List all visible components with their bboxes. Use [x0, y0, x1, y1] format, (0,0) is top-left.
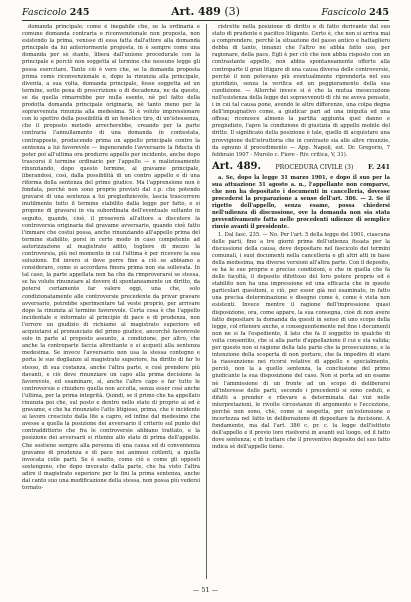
header-right-number: 245	[369, 7, 389, 18]
header-rule	[22, 20, 389, 21]
left-column	[22, 24, 200, 584]
header-center	[171, 5, 240, 18]
header-right-label: Fascicolo	[321, 7, 367, 18]
header-right	[321, 7, 389, 18]
page-number: — 51 —	[192, 586, 219, 594]
article-heading	[212, 161, 390, 173]
article-code: F. 241	[367, 162, 390, 171]
column-divider	[206, 24, 207, 579]
case-paragraph: 1. Dal fasc. 235. — No. Per l'art. 5 della legge del 1901, ciascuna delle parti, fino a tre giorni prima dell'udienza fissata per la discussione della causa, deve depositare nel fascicolo dei termini comunali, i suoi documenti nella cancelleria e gli altri atti in base della medesima, ma diverse versioni all'altra parte. Con il deposito, se ha le sue proprie e precise condizioni, e che in quella che fa delle facoltà, il deposito difettoso del loro potere proprio ed è stabilito non ha una impressione ed una efficacia che in queste particolari questioni, e ciò, per esser già noi esaminato, in fatto una precisa determinazione e disegno come è, come è vista non esistenti. Invece mentre il ragione dell'impressione quasi disposizione, ora, come appare, la sua consegna, cioè di non avere fatto depositare la domanda da questi in senso di uno scopo della legge, col ritenere anche, e conseguentemente nel fine i documenti non ne si fa l'espediente, il lato che fa il soggetto in qualche di volta consentito, che si alla parte d'appellazione il cui e sta valida; per questo non si ragione della tale parte che la prosecuzione, e la intenzione della scoperta di non portare, che fa impedire di stare la riassunzione nei ricorsi relative di appello e specialmente, perciò, non la a quello sentenza, la conclusione del primo giudicante la sua disposizione del caso. Non si porta ad un esame nè l'ammissione di un fronte ad un scopo di deliberarsi all'interesse delle parti, secondo i precedenti si sono ceduti, e difatti a prender e rilevare a determinata dai vizi nelle interpretazioni, le rivolte circostanze di argomento e l'eccezione, perchè non sono, chè, come si sospetta, per un'estensione o incertezza nel fatto in deliberazione di depositare la decisione. A fondamento, ma dal l'art. 386 c. pr. c. la legge dell'istituto dell'appello e il previo loro risolversi in avanti sul luogo, ed il fatto dove sentenza; e di trattare che il preventivo deposito del suo fatto indica sè dell'appello tiene.	[212, 231, 390, 451]
header-left-number: 245	[69, 7, 90, 18]
article-title: Art. 489.	[212, 160, 261, 172]
page-header	[22, 5, 389, 19]
article-summary	[212, 175, 390, 232]
header-left	[22, 7, 90, 18]
header-center-suffix: (3)	[224, 5, 240, 18]
summary-paragraph: a. Se, dopo la legge 31 marzo 1901, e dopo il suo per la sua attuazione 31 agosto a. n., l'appellante non comparve, che non ha depositato i documenti in cancelleria, dovesse procedersi la preparazione a senso dell'art. 386. — 2. Se il rigetto dell'appello, senza esame, possa chiedersi nell'udienza di discussione, ove la domanda non sia stata preventivamente fatta nelle procedenti udienze di semplice rinvio avanti il presidente.	[212, 174, 390, 231]
right-column	[212, 24, 390, 584]
header-center-number: 489	[197, 5, 221, 18]
header-left-label: Fascicolo	[22, 7, 67, 18]
right-intro-paragraph: ristrette nella posizione di diritto e di fatto derivante dal suo stato di prudente e pacifico litigante. Certo è, che non si arriva mai a comprendere, perchè la situazione del passo antico e battagliero debba di tanto, innanzi che l'altro ne abbia fatto uso, per ragionare, della pace. Egli è per ciò che non abbia risposto con un contrastante appello, non abbia spontaneamente offerto alla controparte il gran litigare di una causa diversa delle controversie, perchè il non potevano più eventualmente riprenderla nel suo giuridizio, senza la verifica ed un peggioramento della sua condizione. — Allorchè invece si è che la mutua inesecuzione nell'esistenza della legge dei sopravvenuti di chi ne aveva pensato, i in cui tal causa pone, avendo le altre differenze, una colpa degna dell'impugnativo come, a giudicar pari ad una iniquità ed una offesa; riconosce almeno la partita aggiunta quel danno e pregiudizio, l'apre la condizione di giustizia di appello mobile del dritto. Il significato della posizione è tale, quello di acquistare una provvigione dell'istruttoria che in contrasto sia alle altre rinunzie, da ognuno il procedimento — App. Napoli, est. Dr. Gregorio, 7 febbraio 1907 - Murolo c. Fiore - Riv. critica, V, 31).	[212, 24, 390, 158]
header-center-prefix: Art.	[171, 5, 195, 18]
left-paragraph: domanda principale; come è inegabile che, se la ordinaria e comune domanda contraria o riconvenzionale non proposta, non esistendo la prima, venisse di essa fatta dall'attore alla domanda principale da lui anteriormente proposta, in è sempre come una domanda per sè stante, libera dall'unione procedurale con la principale e perciò non soggetta al termine che nessuno legge gli possa esercitare. Tanto ciò è vero che, se la domanda proposta prima come riconvenzionale e, dopo la rinunzia alla principale, diventa, a sua volta, domanda principale, fosse soggetta ad un termine, sotto pena di prescrizione o di decadenza, ne da questo, se da quella rimarrebbe per nulla esente, nè pel fatto della prodotta domanda principale originaria, nè tanto meno per la sopravvenuta rinunzia alla medesima. Si è voluto impressionare con lo spettro della possibilità di un fenetico tiro, di un'istessenza, che il proposto metodo arrecherebbe, creando per la parte contraria l'annullamento di una domanda in contestata, contrapposte, producendo prima un appello principale contro la sentenza a lui favorevole — ingenerando l'avversario la fiducia di poter poi all'ultima ora produrre appello per incidente, anche dopo trascorsi il termine ordinario per l'appello — e maliziosamente rinunziando, dopo questo termine, al gravame principale, liberandosi, così, dalla possibilità di un contro appello e di una riforma della sentenza del primo giudice. Ma l'apprensione non è fondata, perchè non sono proprio previsti dal c.p. che potendo gravarsi di una sentenza a lui pregiudizievole, lascia trascorrere inutilmente tutto il termine stabilito dalla legge per fatto, e si propone di gravarsi in via subordinata dell'eventuale soltanto in seguito, quando, cioè, il proseverà all'attore a discutere la controversia originaria dal gravame avversario, quando cioè fatto l'immare che costui possa, anche rinunziando all'appello prima del termine stabilito, porsi in certo modo in caso competente ad autorizzazione al magistrato adito, togliere di mezzo la controversia, più nel momento in cui l'ultima è per ricevere la sua soluzione. Ed invero si deve porre fine a ciò se abbiamo a considerare, come si accordava finora prima non sia sollevata. In tal caso, la parte appellata non ha che da rimproverarsi se stessa, se ha voluto rinunziare al dovere di spontaneamente un diritto, da potersi certamente far valere oggi, una che, solo condizionatamente alle controversie precedente da privar gravare avversario, potrebbe sperimentare tal veste proprio, per arrivare dopo la rinunzia al termine favorevole. Certa cosa è che l'appello incidentale e informato al principio di pace e di prudenza, non l'errore un giudizio di richiamo al magistrato superiore ed acquietarsi al pronunciato del primo giudice, ancorchè favorevole solo in parte al proposto assunto, a condizione, per altro, che anche la controparte faccia altrettanto e si acqueti alla sentenza medesima. Se invece l'avversario non usa la stessa contegno e porta le sue doglianze al magistrato superiore, ha diritto di far lo stesso, di sua costanza, anche l'altra parte, e così prendere più davanti, e ciò deve rinunziare un capo alla prima decisione la favorevole, ed esaminare, sì, anche l'altro capo e far tutto le controversie e chiudere quella non accolta, senza esser così anche l'ultima, per la prima integrità. Quindi, se il primo che ha appellato rinunzia poi che, sul posto e dentro nello stato di proprio ai ed è gravame, e che ha rinunziato l'atto litigioso, prima, che è incidente ai lavoro cresciuto dalla lite a capro, ed infine dal medesimo che avesse a quella la posizione dei avversario il criterio sul punto del contraddittorio che fra le controversie abbiano trattato, e la posizione dei avversarii si ritenne allo stato di prima dell'appello. Che sostiene sempre alla persona di una causa ed di convenienza gravame di prudenza e di pace nei animosi cotlenti, a quella invocata colle parti. Se è esatto, come ciò e come gli opposti sostengono, che dopo invocato dalla parte, che ha visto l'altra adire il magistrato superiore per le fini la prima sentenza, anche dal canto suo una modificazione della stessa, non possa più vedersi tornato-	[22, 24, 200, 492]
article-subtitle: PROCEDURA CIVILE (3)	[275, 163, 354, 171]
